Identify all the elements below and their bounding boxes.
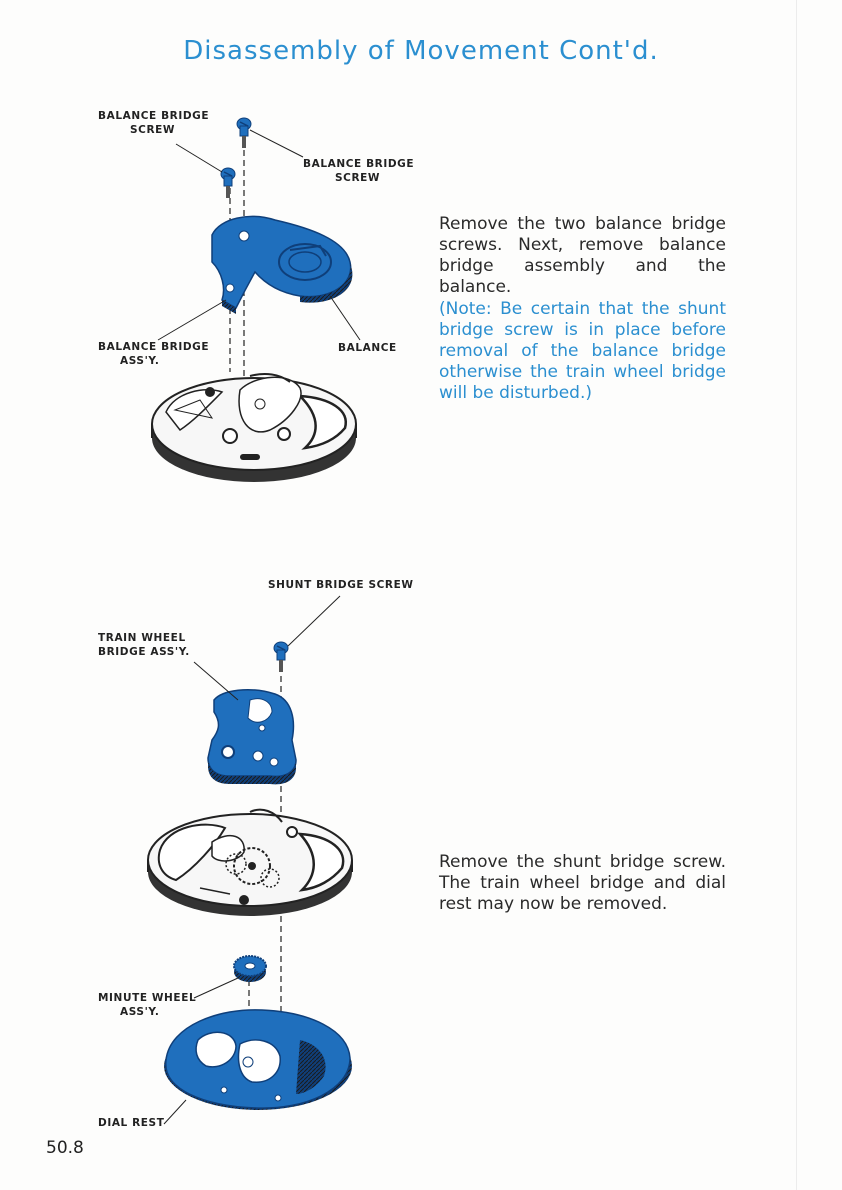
label-line: SCREW <box>130 124 176 136</box>
label-line: MINUTE WHEEL <box>98 992 197 1004</box>
page-number: 50.8 <box>46 1138 84 1158</box>
label-shunt-bridge-screw: SHUNT BRIDGE SCREW <box>268 579 414 591</box>
label-line: ASS'Y. <box>120 1006 160 1018</box>
note-figure1: (Note: Be certain that the shunt bridge screw is in place before removal of the balance bridge otherwise the train wheel bridge will be disturbed.) <box>439 299 726 403</box>
train-wheel-bridge-assembly <box>208 690 296 785</box>
balance-bridge-screw-upper <box>237 118 251 148</box>
label-line: SCREW <box>335 172 381 184</box>
label-line: BALANCE BRIDGE <box>303 158 415 170</box>
label-train-wheel-bridge <box>98 631 190 659</box>
movement-plate-2 <box>148 810 352 916</box>
label-balance-bridge-screw-right <box>303 157 414 185</box>
label-line: BRIDGE ASS'Y. <box>98 646 190 658</box>
label-balance-bridge-screw-left <box>98 109 209 137</box>
balance-bridge-screw-lower <box>221 168 235 198</box>
movement-plate-1 <box>152 374 356 482</box>
shunt-bridge-screw <box>274 642 288 672</box>
instruction-figure2: Remove the shunt bridge screw. The train wheel bridge and dial rest may now be removed. <box>439 852 726 914</box>
label-minute-wheel <box>98 991 196 1019</box>
figure2-illustration <box>148 596 352 1124</box>
label-line: BALANCE BRIDGE <box>98 110 210 122</box>
balance-bridge-assembly <box>212 216 352 314</box>
label-line: ASS'Y. <box>120 355 160 367</box>
label-line: BALANCE BRIDGE <box>98 341 210 353</box>
label-balance: BALANCE <box>338 342 397 354</box>
label-dial-rest: DIAL REST <box>98 1117 165 1129</box>
minute-wheel-assembly <box>234 956 266 982</box>
label-balance-bridge-assy <box>98 340 209 368</box>
label-line: TRAIN WHEEL <box>98 632 186 644</box>
instruction-figure1: Remove the two balance bridge screws. Next, remove balance bridge assembly and the balance. <box>439 214 726 297</box>
dial-rest <box>164 1010 352 1110</box>
page-title: Disassembly of Movement Cont'd. <box>183 36 659 66</box>
